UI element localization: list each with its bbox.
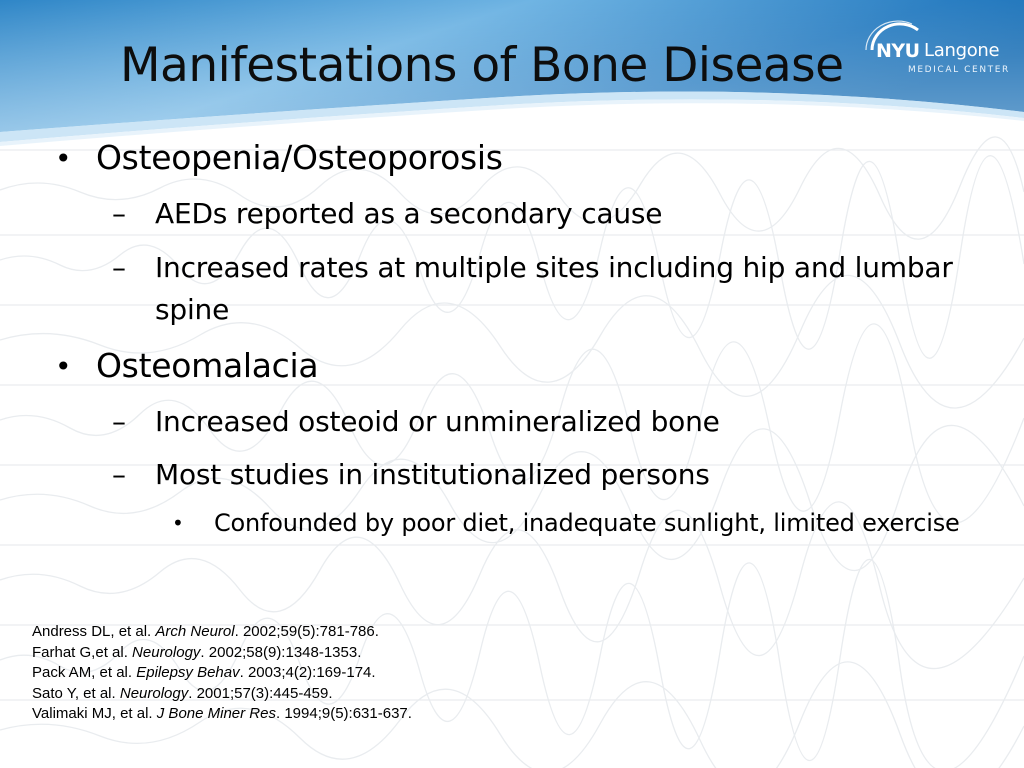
reference-details: . 1994;9(5):631-637. [275,705,412,722]
reference-journal: Arch Neurol [155,623,235,640]
list-item-text: Most studies in institutionalized persons [155,458,710,491]
list-item-text: Osteopenia/Osteoporosis [96,138,503,177]
reference-details: . 2001;57(3):445-459. [188,684,333,702]
bullet-marker: – [112,251,126,284]
bullet-marker: • [55,142,72,175]
list-item-text: Increased rates at multiple sites including hip and lumbar spine [155,251,953,326]
reference-details: . 2003;4(2):169-174. [239,664,376,681]
reference-line [32,684,732,705]
list-item-text: AEDs reported as a secondary cause [155,197,663,230]
reference-authors: Sato Y, et al. [32,684,120,702]
reference-line [32,663,732,684]
reference-line [32,622,732,643]
reference-details: . 2002;59(5):781-786. [234,623,379,640]
list-item-text: Confounded by poor diet, inadequate sunlight, limited exercise [214,509,960,537]
reference-journal: Epilepsy Behav [136,664,240,681]
reference-authors: Andress DL, et al. [32,623,156,640]
reference-authors: Farhat G,et al. [32,643,133,661]
bullet-marker: • [172,511,184,535]
logo-subtitle: MEDICAL CENTER [908,65,1010,75]
reference-journal: J Bone Miner Res [156,705,276,722]
reference-details: . 2002;58(9):1348-1353. [200,643,362,661]
logo-langone-text: Langone [924,40,1000,61]
slide-title: Manifestations of Bone Disease [120,38,844,93]
reference-journal: Neurology [132,643,201,661]
list-item-text: Osteomalacia [96,346,319,385]
logo-nyu-text: NYU [876,40,920,62]
bullet-marker: • [55,350,72,383]
reference-journal: Neurology [119,684,189,702]
reference-authors: Valimaki MJ, et al. [32,705,157,722]
references [32,622,732,725]
reference-line [32,704,732,725]
bullet-marker: – [112,458,126,491]
reference-authors: Pack AM, et al. [32,664,137,681]
bullet-marker: – [112,405,126,438]
reference-line [32,643,732,664]
bullet-marker: – [112,197,126,230]
list-item-text: Increased osteoid or unmineralized bone [155,405,720,438]
